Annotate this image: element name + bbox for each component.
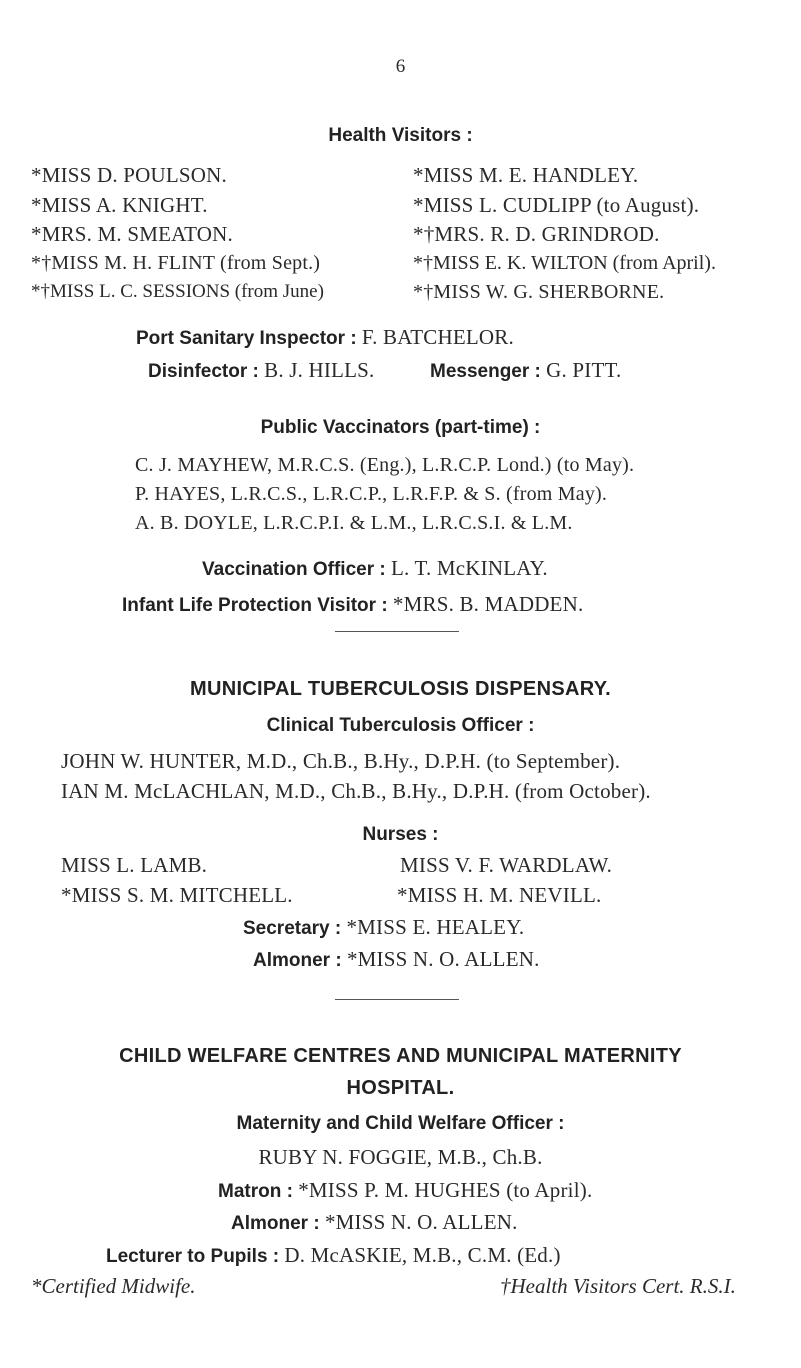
secretary-row <box>243 914 524 942</box>
infant-life-value: *MRS. B. MADDEN. <box>392 592 584 616</box>
port-sanitary-value: F. BATCHELOR. <box>361 325 514 349</box>
vaccinator-line-2: P. HAYES, L.R.C.S., L.R.C.P., L.R.F.P. & S. (from May). <box>135 483 608 505</box>
lecturer-row <box>106 1242 561 1270</box>
footnote-certified-midwife: *Certified Midwife. <box>31 1274 196 1298</box>
page-number: 6 <box>395 56 406 77</box>
nurse-left-2: *MISS S. M. MITCHELL. <box>61 883 293 907</box>
messenger-row <box>430 357 621 385</box>
health-visitor-left-1: *MISS D. POULSON. <box>31 163 227 187</box>
disinfector-value: B. J. HILLS. <box>264 358 375 382</box>
port-sanitary-label: Port Sanitary Inspector : <box>136 328 357 349</box>
tb-officer-heading: Clinical Tuberculosis Officer : <box>266 715 535 736</box>
health-visitors-heading: Health Visitors : <box>328 125 473 146</box>
secretary-label: Secretary : <box>243 918 342 939</box>
health-visitor-right-4: *†MISS E. K. WILTON (from April). <box>413 252 716 274</box>
health-visitor-right-1: *MISS M. E. HANDLEY. <box>413 163 639 187</box>
lecturer-label: Lecturer to Pupils : <box>106 1246 280 1267</box>
nurses-heading: Nurses : <box>362 824 439 845</box>
nurse-right-1: MISS V. F. WARDLAW. <box>400 853 613 877</box>
infant-life-row <box>122 591 583 619</box>
nurse-left-1: MISS L. LAMB. <box>61 853 208 877</box>
infant-life-label: Infant Life Protection Visitor : <box>122 595 388 616</box>
matron-row <box>218 1177 592 1205</box>
maternity-almoner-label: Almoner : <box>231 1213 320 1234</box>
health-visitor-right-5: *†MISS W. G. SHERBORNE. <box>413 281 665 303</box>
messenger-value: G. PITT. <box>546 358 622 382</box>
divider-1 <box>335 631 459 632</box>
vaccination-officer-row <box>202 555 548 583</box>
matron-value: *MISS P. M. HUGHES (to April). <box>298 1178 593 1202</box>
secretary-value: *MISS E. HEALEY. <box>346 915 525 939</box>
tb-officer-2: IAN M. McLACHLAN, M.D., Ch.B., B.Hy., D.P.H. (from October). <box>61 779 651 803</box>
vaccination-officer-value: L. T. McKINLAY. <box>390 556 548 580</box>
maternity-almoner-row <box>231 1209 518 1237</box>
dispensary-almoner-label: Almoner : <box>253 950 342 971</box>
vaccinator-line-3: A. B. DOYLE, L.R.C.P.I. & L.M., L.R.C.S.I. & L.M. <box>135 512 573 534</box>
matron-label: Matron : <box>218 1181 293 1202</box>
health-visitor-right-3: *†MRS. R. D. GRINDROD. <box>413 222 660 246</box>
health-visitor-left-3: *MRS. M. SMEATON. <box>31 222 233 246</box>
dispensary-almoner-value: *MISS N. O. ALLEN. <box>346 947 540 971</box>
health-visitor-left-2: *MISS A. KNIGHT. <box>31 193 208 217</box>
lecturer-value: D. McASKIE, M.B., C.M. (Ed.) <box>284 1243 561 1267</box>
dispensary-title: MUNICIPAL TUBERCULOSIS DISPENSARY. <box>190 678 611 700</box>
dispensary-almoner-row <box>253 946 540 974</box>
maternity-officer-name: RUBY N. FOGGIE, M.B., Ch.B. <box>258 1145 543 1169</box>
health-visitor-right-2: *MISS L. CUDLIPP (to August). <box>413 193 700 217</box>
divider-2 <box>335 999 459 1000</box>
health-visitor-left-5: *†MISS L. C. SESSIONS (from June) <box>31 281 324 302</box>
footnote-health-visitors-cert: †Health Visitors Cert. R.S.I. <box>500 1274 736 1298</box>
public-vaccinators-heading: Public Vaccinators (part-time) : <box>260 417 541 438</box>
tb-officer-1: JOHN W. HUNTER, M.D., Ch.B., B.Hy., D.P.H. (to September). <box>61 749 621 773</box>
messenger-label: Messenger : <box>430 361 541 382</box>
disinfector-label: Disinfector : <box>148 361 259 382</box>
maternity-officer-heading: Maternity and Child Welfare Officer : <box>236 1113 565 1134</box>
child-welfare-title-line1: CHILD WELFARE CENTRES AND MUNICIPAL MATERNITY <box>119 1045 682 1067</box>
vaccination-officer-label: Vaccination Officer : <box>202 559 386 580</box>
disinfector-row <box>148 357 374 385</box>
port-sanitary-row <box>136 324 514 352</box>
health-visitor-left-4: *†MISS M. H. FLINT (from Sept.) <box>31 252 321 274</box>
maternity-almoner-value: *MISS N. O. ALLEN. <box>324 1210 518 1234</box>
child-welfare-title-line2: HOSPITAL. <box>346 1077 455 1099</box>
vaccinator-line-1: C. J. MAYHEW, M.R.C.S. (Eng.), L.R.C.P. Lond.) (to May). <box>135 454 635 476</box>
nurse-right-2: *MISS H. M. NEVILL. <box>397 883 602 907</box>
